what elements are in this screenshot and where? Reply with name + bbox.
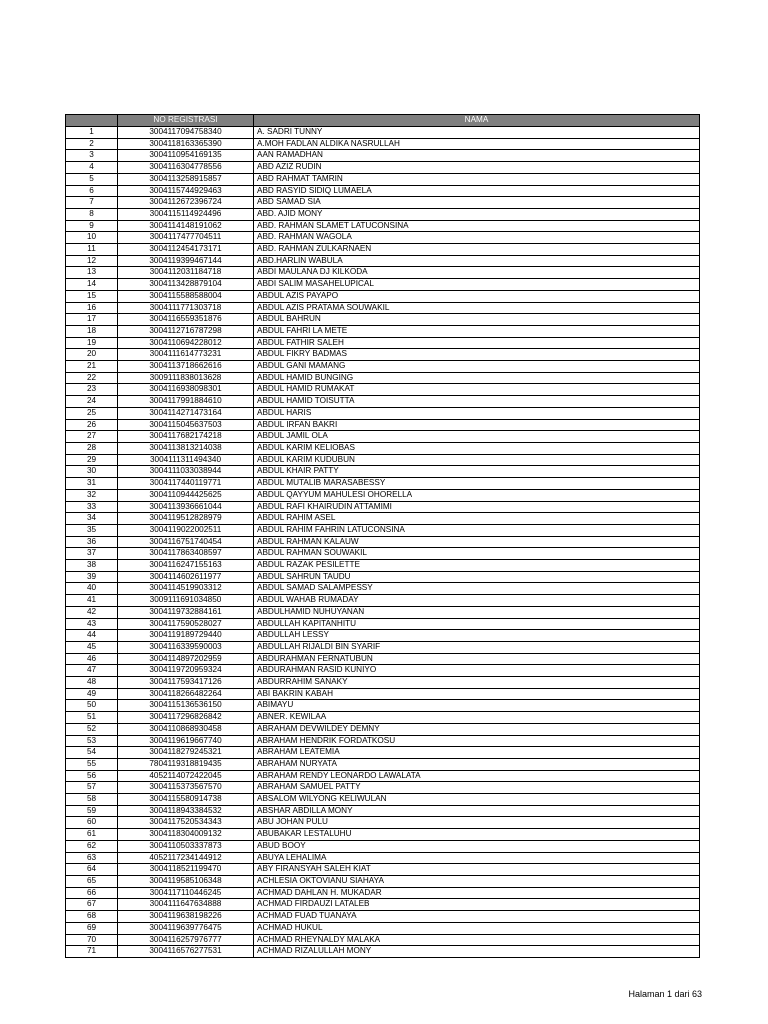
registration-number: 3004119638198226 <box>118 911 254 923</box>
table-row <box>66 817 700 829</box>
row-number: 41 <box>66 595 118 607</box>
registration-number: 3004118163365390 <box>118 138 254 150</box>
table-row <box>66 442 700 454</box>
person-name: ABDUL SAHRUN TAUDU <box>254 571 700 583</box>
row-number: 69 <box>66 922 118 934</box>
registration-number: 3004112672396724 <box>118 197 254 209</box>
registration-number: 3004117682174218 <box>118 431 254 443</box>
person-name: ACHMAD FUAD TUANAYA <box>254 911 700 923</box>
person-name: ABDUL RAHIM ASEL <box>254 513 700 525</box>
person-name: ABD RASYID SIDIQ LUMAELA <box>254 185 700 197</box>
row-number: 9 <box>66 220 118 232</box>
person-name: ABDUL IRFAN BAKRI <box>254 419 700 431</box>
person-name: ABD. RAHMAN ZULKARNAEN <box>254 244 700 256</box>
person-name: ACHMAD HUKUL <box>254 922 700 934</box>
table-row <box>66 454 700 466</box>
row-number: 44 <box>66 630 118 642</box>
table-row <box>66 747 700 759</box>
row-number: 71 <box>66 946 118 958</box>
table-row <box>66 314 700 326</box>
person-name: ABRAHAM HENDRIK FORDATKOSU <box>254 735 700 747</box>
registration-number: 3004114602611977 <box>118 571 254 583</box>
registration-number: 3004113813214038 <box>118 442 254 454</box>
registration-number: 4052117234144912 <box>118 852 254 864</box>
table-row <box>66 606 700 618</box>
registration-number: 3004117520534343 <box>118 817 254 829</box>
person-name: A. SADRI TUNNY <box>254 127 700 139</box>
registration-number: 3004113718662616 <box>118 361 254 373</box>
row-number: 13 <box>66 267 118 279</box>
person-name: ABDULLAH KAPITANHITU <box>254 618 700 630</box>
table-row <box>66 911 700 923</box>
row-number: 4 <box>66 162 118 174</box>
registration-number: 3004115580914738 <box>118 794 254 806</box>
registration-number: 3004118279245321 <box>118 747 254 759</box>
column-header-registration: NO REGISTRASI <box>118 115 254 127</box>
row-number: 3 <box>66 150 118 162</box>
person-name: ABY FIRANSYAH SALEH KIAT <box>254 864 700 876</box>
row-number: 66 <box>66 887 118 899</box>
person-name: ABD. RAHMAN WAGOLA <box>254 232 700 244</box>
table-row <box>66 302 700 314</box>
row-number: 38 <box>66 560 118 572</box>
registration-number: 3004114271473164 <box>118 407 254 419</box>
registration-number: 3004114897202959 <box>118 653 254 665</box>
person-name: ABRAHAM NURYATA <box>254 758 700 770</box>
row-number: 12 <box>66 255 118 267</box>
person-name: ABD RAHMAT TAMRIN <box>254 173 700 185</box>
table-row <box>66 934 700 946</box>
registration-number: 3004119399467144 <box>118 255 254 267</box>
registration-number: 3004116576277531 <box>118 946 254 958</box>
table-row <box>66 396 700 408</box>
table-row <box>66 700 700 712</box>
registration-number: 3004119619667740 <box>118 735 254 747</box>
table-row <box>66 536 700 548</box>
person-name: ACHMAD DAHLAN H. MUKADAR <box>254 887 700 899</box>
table-row <box>66 630 700 642</box>
registration-number: 3004114519903312 <box>118 583 254 595</box>
row-number: 25 <box>66 407 118 419</box>
person-name: ABUYA LEHALIMA <box>254 852 700 864</box>
registration-number: 3004119512828979 <box>118 513 254 525</box>
person-name: ACHLESIA OKTOVIANU SIAHAYA <box>254 876 700 888</box>
registration-number: 3004115136536150 <box>118 700 254 712</box>
row-number: 11 <box>66 244 118 256</box>
person-name: ABDUL HAMID BUNGING <box>254 372 700 384</box>
table-row <box>66 887 700 899</box>
registration-number: 3004114148191062 <box>118 220 254 232</box>
registration-number: 3004116751740454 <box>118 536 254 548</box>
person-name: ABSALOM WILYONG KELIWULAN <box>254 794 700 806</box>
row-number: 24 <box>66 396 118 408</box>
registration-number: 3004117110446245 <box>118 887 254 899</box>
registration-number: 3004119732884161 <box>118 606 254 618</box>
registration-number: 3004110503337873 <box>118 840 254 852</box>
row-number: 15 <box>66 290 118 302</box>
table-row <box>66 220 700 232</box>
table-row <box>66 641 700 653</box>
person-name: ABDUL AZIS PRATAMA SOUWAKIL <box>254 302 700 314</box>
table-row <box>66 852 700 864</box>
row-number: 65 <box>66 876 118 888</box>
table-row <box>66 173 700 185</box>
person-name: ABD AZIZ RUDIN <box>254 162 700 174</box>
person-name: AAN RAMADHAN <box>254 150 700 162</box>
table-row <box>66 372 700 384</box>
person-name: ABDULLAH RIJALDI BIN SYARIF <box>254 641 700 653</box>
row-number: 31 <box>66 478 118 490</box>
registration-number: 3004118304009132 <box>118 829 254 841</box>
row-number: 62 <box>66 840 118 852</box>
person-name: ABDUL MUTALIB MARASABESSY <box>254 478 700 490</box>
person-name: ABDUL RAFI KHAIRUDIN ATTAMIMI <box>254 501 700 513</box>
registration-number: 3004115373567570 <box>118 782 254 794</box>
row-number: 19 <box>66 337 118 349</box>
person-name: ABDUL RAHIM FAHRIN LATUCONSINA <box>254 524 700 536</box>
row-number: 36 <box>66 536 118 548</box>
registration-number: 3004117590528027 <box>118 618 254 630</box>
person-name: ABDUL AZIS PAYAPO <box>254 290 700 302</box>
row-number: 40 <box>66 583 118 595</box>
row-number: 33 <box>66 501 118 513</box>
row-number: 50 <box>66 700 118 712</box>
person-name: ABUBAKAR LESTALUHU <box>254 829 700 841</box>
table-row <box>66 595 700 607</box>
person-name: ABDUL RAZAK PESILETTE <box>254 560 700 572</box>
row-number: 46 <box>66 653 118 665</box>
registration-number: 3004119639776475 <box>118 922 254 934</box>
person-name: ABDI SALIM MASAHELUPICAL <box>254 279 700 291</box>
row-number: 23 <box>66 384 118 396</box>
table-row <box>66 723 700 735</box>
row-number: 59 <box>66 805 118 817</box>
registration-number: 3004117477704511 <box>118 232 254 244</box>
registration-number: 3004118521199470 <box>118 864 254 876</box>
person-name: ABD SAMAD SIA <box>254 197 700 209</box>
person-name: ABNER. KEWILAA <box>254 712 700 724</box>
person-name: ABDURRAHIM SANAKY <box>254 677 700 689</box>
person-name: ABDUL RAHMAN KALAUW <box>254 536 700 548</box>
table-row <box>66 407 700 419</box>
table-row <box>66 150 700 162</box>
row-number: 57 <box>66 782 118 794</box>
table-row <box>66 946 700 958</box>
person-name: ABUD BOOY <box>254 840 700 852</box>
table-row <box>66 524 700 536</box>
person-name: ABDUL JAMIL OLA <box>254 431 700 443</box>
row-number: 56 <box>66 770 118 782</box>
person-name: ACHMAD RIZALULLAH MONY <box>254 946 700 958</box>
table-row <box>66 349 700 361</box>
person-name: ABDUL FATHIR SALEH <box>254 337 700 349</box>
registration-number: 3004111647634888 <box>118 899 254 911</box>
person-name: ABIMAYU <box>254 700 700 712</box>
row-number: 68 <box>66 911 118 923</box>
row-number: 20 <box>66 349 118 361</box>
row-number: 34 <box>66 513 118 525</box>
table-row <box>66 794 700 806</box>
person-name: ABDULHAMID NUHUYANAN <box>254 606 700 618</box>
row-number: 26 <box>66 419 118 431</box>
registration-number: 3004118943384532 <box>118 805 254 817</box>
person-name: ABDUL WAHAB RUMADAY <box>254 595 700 607</box>
row-number: 67 <box>66 899 118 911</box>
person-name: ABD. RAHMAN SLAMET LATUCONSINA <box>254 220 700 232</box>
page-number: Halaman 1 dari 63 <box>628 989 702 999</box>
row-number: 70 <box>66 934 118 946</box>
row-number: 63 <box>66 852 118 864</box>
person-name: ABDUL SAMAD SALAMPESSY <box>254 583 700 595</box>
registration-number: 3004111311494340 <box>118 454 254 466</box>
table-row <box>66 770 700 782</box>
row-number: 8 <box>66 208 118 220</box>
row-number: 47 <box>66 665 118 677</box>
registration-number: 3004116257976777 <box>118 934 254 946</box>
row-number: 18 <box>66 325 118 337</box>
registration-number: 3004110954169135 <box>118 150 254 162</box>
registration-number: 3009111691034850 <box>118 595 254 607</box>
table-row <box>66 244 700 256</box>
person-name: ABRAHAM RENDY LEONARDO LAWALATA <box>254 770 700 782</box>
registration-number: 3004116339590003 <box>118 641 254 653</box>
row-number: 7 <box>66 197 118 209</box>
person-name: A.MOH FADLAN ALDIKA NASRULLAH <box>254 138 700 150</box>
registration-number: 3004113428879104 <box>118 279 254 291</box>
table-row <box>66 735 700 747</box>
person-name: ABD. AJID MONY <box>254 208 700 220</box>
row-number: 35 <box>66 524 118 536</box>
table-row <box>66 560 700 572</box>
registration-number: 3004110694228012 <box>118 337 254 349</box>
column-header-number <box>66 115 118 127</box>
row-number: 14 <box>66 279 118 291</box>
person-name: ABDUL KARIM KELIOBAS <box>254 442 700 454</box>
table-row <box>66 688 700 700</box>
table-row <box>66 197 700 209</box>
table-row <box>66 864 700 876</box>
row-number: 6 <box>66 185 118 197</box>
person-name: ABDI MAULANA DJ KILKODA <box>254 267 700 279</box>
person-name: ABDUL GANI MAMANG <box>254 361 700 373</box>
person-name: ABI BAKRIN KABAH <box>254 688 700 700</box>
registration-number: 3004116938098301 <box>118 384 254 396</box>
table-row <box>66 361 700 373</box>
row-number: 30 <box>66 466 118 478</box>
table-row <box>66 782 700 794</box>
registration-number: 3009111838013628 <box>118 372 254 384</box>
registration-number: 3004116559351876 <box>118 314 254 326</box>
registration-number: 3004119022002511 <box>118 524 254 536</box>
person-name: ABDURAHMAN RASID KUNIYO <box>254 665 700 677</box>
table-row <box>66 384 700 396</box>
person-name: ABDUL HAMID RUMAKAT <box>254 384 700 396</box>
table-row <box>66 185 700 197</box>
person-name: ABD.HARLIN WABULA <box>254 255 700 267</box>
person-name: ABDUL BAHRUN <box>254 314 700 326</box>
table-row <box>66 712 700 724</box>
person-name: ABDUL FIKRY BADMAS <box>254 349 700 361</box>
registration-number: 3004113258915857 <box>118 173 254 185</box>
row-number: 45 <box>66 641 118 653</box>
registration-number: 3004118266482264 <box>118 688 254 700</box>
registration-number: 3004117991884610 <box>118 396 254 408</box>
registration-number: 3004119585106348 <box>118 876 254 888</box>
row-number: 58 <box>66 794 118 806</box>
person-name: ABDUL HAMID TOISUTTA <box>254 396 700 408</box>
table-row <box>66 758 700 770</box>
row-number: 22 <box>66 372 118 384</box>
table-row <box>66 478 700 490</box>
table-row <box>66 501 700 513</box>
row-number: 53 <box>66 735 118 747</box>
table-row <box>66 267 700 279</box>
row-number: 52 <box>66 723 118 735</box>
person-name: ACHMAD FIRDAUZI LATALEB <box>254 899 700 911</box>
registration-number: 3004112031184718 <box>118 267 254 279</box>
registration-number: 3004116304778556 <box>118 162 254 174</box>
registration-number: 7804119318819435 <box>118 758 254 770</box>
table-row <box>66 279 700 291</box>
row-number: 32 <box>66 489 118 501</box>
person-name: ACHMAD RHEYNALDY MALAKA <box>254 934 700 946</box>
table-row <box>66 290 700 302</box>
person-name: ABSHAR ABDILLA MONY <box>254 805 700 817</box>
row-number: 64 <box>66 864 118 876</box>
table-row <box>66 431 700 443</box>
table-row <box>66 513 700 525</box>
registration-number: 4052114072422045 <box>118 770 254 782</box>
person-name: ABDUL HARIS <box>254 407 700 419</box>
table-row <box>66 840 700 852</box>
table-row <box>66 805 700 817</box>
table-row <box>66 548 700 560</box>
row-number: 21 <box>66 361 118 373</box>
registration-number: 3004113936661044 <box>118 501 254 513</box>
row-number: 43 <box>66 618 118 630</box>
row-number: 1 <box>66 127 118 139</box>
registration-number: 3004115114924496 <box>118 208 254 220</box>
registration-table <box>65 114 700 958</box>
person-name: ABRAHAM LEATEMIA <box>254 747 700 759</box>
column-header-name: NAMA <box>254 115 700 127</box>
table-row <box>66 829 700 841</box>
person-name: ABRAHAM DEVWILDEY DEMNY <box>254 723 700 735</box>
registration-number: 3004117593417126 <box>118 677 254 689</box>
row-number: 5 <box>66 173 118 185</box>
registration-number: 3004117094758340 <box>118 127 254 139</box>
table-row <box>66 232 700 244</box>
row-number: 42 <box>66 606 118 618</box>
table-row <box>66 419 700 431</box>
registration-number: 3004110944425625 <box>118 489 254 501</box>
table-row <box>66 127 700 139</box>
row-number: 54 <box>66 747 118 759</box>
table-row <box>66 583 700 595</box>
registration-number: 3004117440119771 <box>118 478 254 490</box>
person-name: ABDUL FAHRI LA METE <box>254 325 700 337</box>
person-name: ABU JOHAN PULU <box>254 817 700 829</box>
row-number: 17 <box>66 314 118 326</box>
registration-number: 3004116247155163 <box>118 560 254 572</box>
person-name: ABRAHAM SAMUEL PATTY <box>254 782 700 794</box>
table-row <box>66 337 700 349</box>
table-row <box>66 677 700 689</box>
table-row <box>66 138 700 150</box>
registration-number: 3004111771303718 <box>118 302 254 314</box>
row-number: 48 <box>66 677 118 689</box>
table-row <box>66 208 700 220</box>
row-number: 37 <box>66 548 118 560</box>
table-row <box>66 255 700 267</box>
registration-number: 3004115588588004 <box>118 290 254 302</box>
row-number: 61 <box>66 829 118 841</box>
registration-number: 3004111614773231 <box>118 349 254 361</box>
registration-number: 3004117296826842 <box>118 712 254 724</box>
row-number: 27 <box>66 431 118 443</box>
table-row <box>66 922 700 934</box>
table-header-row <box>66 115 700 127</box>
registration-number: 3004110868930458 <box>118 723 254 735</box>
registration-number: 3004111033038944 <box>118 466 254 478</box>
row-number: 51 <box>66 712 118 724</box>
person-name: ABDUL KHAIR PATTY <box>254 466 700 478</box>
registration-number: 3004119720959324 <box>118 665 254 677</box>
registration-number: 3004115744929463 <box>118 185 254 197</box>
registration-number: 3004117863408597 <box>118 548 254 560</box>
table-row <box>66 899 700 911</box>
row-number: 16 <box>66 302 118 314</box>
registration-number: 3004115045637503 <box>118 419 254 431</box>
row-number: 28 <box>66 442 118 454</box>
row-number: 2 <box>66 138 118 150</box>
registration-number: 3004112716787298 <box>118 325 254 337</box>
table-row <box>66 466 700 478</box>
person-name: ABDUL QAYYUM MAHULESI OHORELLA <box>254 489 700 501</box>
row-number: 10 <box>66 232 118 244</box>
person-name: ABDURAHMAN FERNATUBUN <box>254 653 700 665</box>
table-row <box>66 325 700 337</box>
registration-number: 3004112454173171 <box>118 244 254 256</box>
person-name: ABDUL KARIM KUDUBUN <box>254 454 700 466</box>
table-row <box>66 665 700 677</box>
table-row <box>66 876 700 888</box>
person-name: ABDUL RAHMAN SOUWAKIL <box>254 548 700 560</box>
row-number: 39 <box>66 571 118 583</box>
table-row <box>66 571 700 583</box>
row-number: 29 <box>66 454 118 466</box>
table-row <box>66 653 700 665</box>
person-name: ABDULLAH LESSY <box>254 630 700 642</box>
table-row <box>66 162 700 174</box>
row-number: 60 <box>66 817 118 829</box>
row-number: 49 <box>66 688 118 700</box>
table-row <box>66 618 700 630</box>
row-number: 55 <box>66 758 118 770</box>
table-row <box>66 489 700 501</box>
registration-number: 3004119189729440 <box>118 630 254 642</box>
